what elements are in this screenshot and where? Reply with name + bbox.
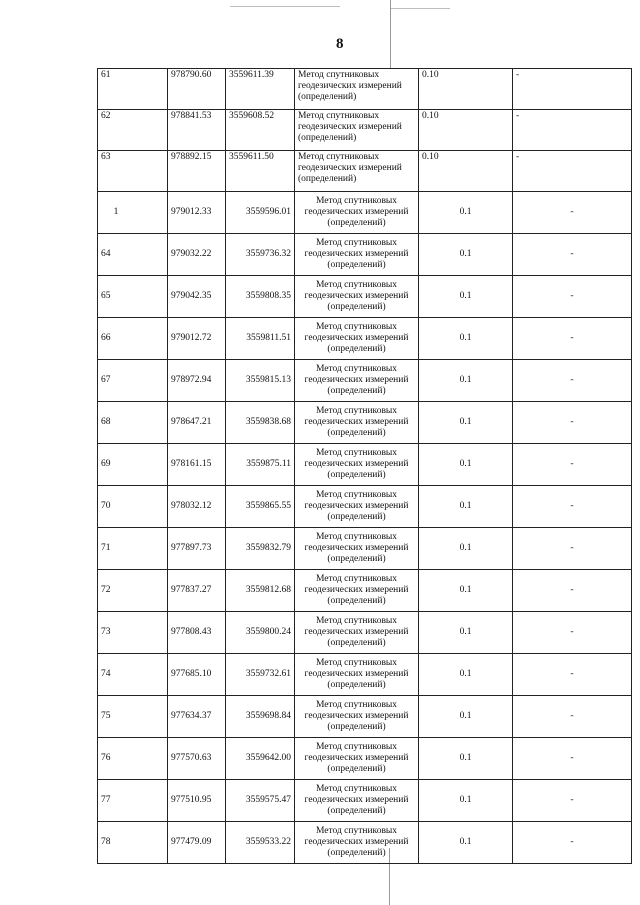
table-row xyxy=(98,822,632,864)
coordinate-x: 977634.37 xyxy=(168,696,226,738)
measurement-method: Метод спутниковых геодезических измерений (определений) xyxy=(295,486,419,528)
measurement-method: Метод спутниковых геодезических измерений (определений) xyxy=(295,234,419,276)
coordinates-table-body xyxy=(98,69,632,864)
accuracy-value: 0.1 xyxy=(419,192,513,234)
measurement-method: Метод спутниковых геодезических измерений (определений) xyxy=(295,110,419,151)
measurement-method: Метод спутниковых геодезических измерений (определений) xyxy=(295,822,419,864)
coordinate-y: 3559815.13 xyxy=(226,360,295,402)
measurement-method: Метод спутниковых геодезических измерений (определений) xyxy=(295,654,419,696)
coordinate-x: 979012.72 xyxy=(168,318,226,360)
note-cell: - xyxy=(513,444,632,486)
measurement-method: Метод спутниковых геодезических измерений (определений) xyxy=(295,570,419,612)
accuracy-value: 0.1 xyxy=(419,654,513,696)
measurement-method: Метод спутниковых геодезических измерений (определений) xyxy=(295,276,419,318)
measurement-method: Метод спутниковых геодезических измерений (определений) xyxy=(295,402,419,444)
note-cell: - xyxy=(513,402,632,444)
point-number: 65 xyxy=(98,276,168,318)
table-row xyxy=(98,69,632,110)
accuracy-value: 0.10 xyxy=(419,69,513,110)
point-number: 68 xyxy=(98,402,168,444)
accuracy-value: 0.1 xyxy=(419,486,513,528)
coordinate-y: 3559596.01 xyxy=(226,192,295,234)
coordinate-y: 3559875.11 xyxy=(226,444,295,486)
coordinate-y: 3559838.68 xyxy=(226,402,295,444)
note-cell: - xyxy=(513,612,632,654)
coordinate-y: 3559736.32 xyxy=(226,234,295,276)
coordinate-x: 977808.43 xyxy=(168,612,226,654)
accuracy-value: 0.1 xyxy=(419,318,513,360)
measurement-method: Метод спутниковых геодезических измерений (определений) xyxy=(295,192,419,234)
point-number: 72 xyxy=(98,570,168,612)
point-number: 62 xyxy=(98,110,168,151)
coordinates-table xyxy=(97,68,632,864)
coordinate-x: 978161.15 xyxy=(168,444,226,486)
measurement-method: Метод спутниковых геодезических измерений (определений) xyxy=(295,318,419,360)
accuracy-value: 0.1 xyxy=(419,822,513,864)
point-number: 69 xyxy=(98,444,168,486)
measurement-method: Метод спутниковых геодезических измерений (определений) xyxy=(295,738,419,780)
coordinate-x: 977570.63 xyxy=(168,738,226,780)
point-number: 73 xyxy=(98,612,168,654)
accuracy-value: 0.10 xyxy=(419,151,513,192)
accuracy-value: 0.1 xyxy=(419,234,513,276)
note-cell: - xyxy=(513,780,632,822)
coordinate-y: 3559575.47 xyxy=(226,780,295,822)
note-cell: - xyxy=(513,528,632,570)
scan-artifact-top-right xyxy=(390,8,450,9)
point-number: 78 xyxy=(98,822,168,864)
measurement-method: Метод спутниковых геодезических измерений (определений) xyxy=(295,528,419,570)
coordinate-y: 3559642.00 xyxy=(226,738,295,780)
coordinate-y: 3559800.24 xyxy=(226,612,295,654)
coordinate-y: 3559533.22 xyxy=(226,822,295,864)
accuracy-value: 0.1 xyxy=(419,738,513,780)
note-cell: - xyxy=(513,151,632,192)
coordinate-x: 978892.15 xyxy=(168,151,226,192)
accuracy-value: 0.1 xyxy=(419,360,513,402)
point-number: 74 xyxy=(98,654,168,696)
measurement-method: Метод спутниковых геодезических измерений (определений) xyxy=(295,444,419,486)
point-number: 1 xyxy=(98,192,168,234)
table-row xyxy=(98,110,632,151)
table-row xyxy=(98,360,632,402)
coordinate-x: 977897.73 xyxy=(168,528,226,570)
table-row xyxy=(98,570,632,612)
coordinate-x: 978032.12 xyxy=(168,486,226,528)
note-cell: - xyxy=(513,486,632,528)
note-cell: - xyxy=(513,110,632,151)
point-number: 77 xyxy=(98,780,168,822)
note-cell: - xyxy=(513,192,632,234)
table-row xyxy=(98,444,632,486)
table-row xyxy=(98,192,632,234)
point-number: 70 xyxy=(98,486,168,528)
note-cell: - xyxy=(513,69,632,110)
table-row xyxy=(98,402,632,444)
measurement-method: Метод спутниковых геодезических измерений (определений) xyxy=(295,360,419,402)
point-number: 64 xyxy=(98,234,168,276)
table-row xyxy=(98,318,632,360)
accuracy-value: 0.1 xyxy=(419,528,513,570)
coordinate-y: 3559611.50 xyxy=(226,151,295,192)
coordinate-x: 978972.94 xyxy=(168,360,226,402)
table-row xyxy=(98,738,632,780)
note-cell: - xyxy=(513,234,632,276)
accuracy-value: 0.1 xyxy=(419,570,513,612)
note-cell: - xyxy=(513,570,632,612)
scan-artifact-top xyxy=(230,6,340,7)
accuracy-value: 0.10 xyxy=(419,110,513,151)
measurement-method: Метод спутниковых геодезических измерений (определений) xyxy=(295,780,419,822)
note-cell: - xyxy=(513,654,632,696)
coordinate-y: 3559698.84 xyxy=(226,696,295,738)
point-number: 61 xyxy=(98,69,168,110)
accuracy-value: 0.1 xyxy=(419,780,513,822)
accuracy-value: 0.1 xyxy=(419,696,513,738)
table-row xyxy=(98,528,632,570)
table-row xyxy=(98,276,632,318)
point-number: 76 xyxy=(98,738,168,780)
table-row xyxy=(98,612,632,654)
accuracy-value: 0.1 xyxy=(419,402,513,444)
coordinate-y: 3559832.79 xyxy=(226,528,295,570)
note-cell: - xyxy=(513,738,632,780)
note-cell: - xyxy=(513,696,632,738)
coordinate-x: 977837.27 xyxy=(168,570,226,612)
scan-artifact-fold-line xyxy=(390,0,391,68)
coordinate-x: 979032.22 xyxy=(168,234,226,276)
point-number: 66 xyxy=(98,318,168,360)
coordinate-x: 978647.21 xyxy=(168,402,226,444)
table-row xyxy=(98,696,632,738)
note-cell: - xyxy=(513,822,632,864)
table-row xyxy=(98,780,632,822)
coordinate-y: 3559812.68 xyxy=(226,570,295,612)
coordinate-x: 977510.95 xyxy=(168,780,226,822)
coordinate-x: 978790.60 xyxy=(168,69,226,110)
coordinate-y: 3559865.55 xyxy=(226,486,295,528)
table-row xyxy=(98,486,632,528)
coordinate-x: 979012.33 xyxy=(168,192,226,234)
coordinate-x: 977479.09 xyxy=(168,822,226,864)
accuracy-value: 0.1 xyxy=(419,276,513,318)
page-number: 8 xyxy=(336,36,344,52)
accuracy-value: 0.1 xyxy=(419,444,513,486)
coordinate-y: 3559732.61 xyxy=(226,654,295,696)
point-number: 71 xyxy=(98,528,168,570)
point-number: 63 xyxy=(98,151,168,192)
table-row xyxy=(98,234,632,276)
note-cell: - xyxy=(513,318,632,360)
coordinate-y: 3559811.51 xyxy=(226,318,295,360)
coordinate-x: 979042.35 xyxy=(168,276,226,318)
point-number: 75 xyxy=(98,696,168,738)
coordinate-y: 3559608.52 xyxy=(226,110,295,151)
table-row xyxy=(98,654,632,696)
note-cell: - xyxy=(513,276,632,318)
point-number: 67 xyxy=(98,360,168,402)
coordinate-y: 3559808.35 xyxy=(226,276,295,318)
note-cell: - xyxy=(513,360,632,402)
measurement-method: Метод спутниковых геодезических измерений (определений) xyxy=(295,612,419,654)
table-row xyxy=(98,151,632,192)
coordinate-x: 977685.10 xyxy=(168,654,226,696)
accuracy-value: 0.1 xyxy=(419,612,513,654)
coordinate-x: 978841.53 xyxy=(168,110,226,151)
measurement-method: Метод спутниковых геодезических измерений (определений) xyxy=(295,151,419,192)
measurement-method: Метод спутниковых геодезических измерений (определений) xyxy=(295,69,419,110)
coordinate-y: 3559611.39 xyxy=(226,69,295,110)
measurement-method: Метод спутниковых геодезических измерений (определений) xyxy=(295,696,419,738)
